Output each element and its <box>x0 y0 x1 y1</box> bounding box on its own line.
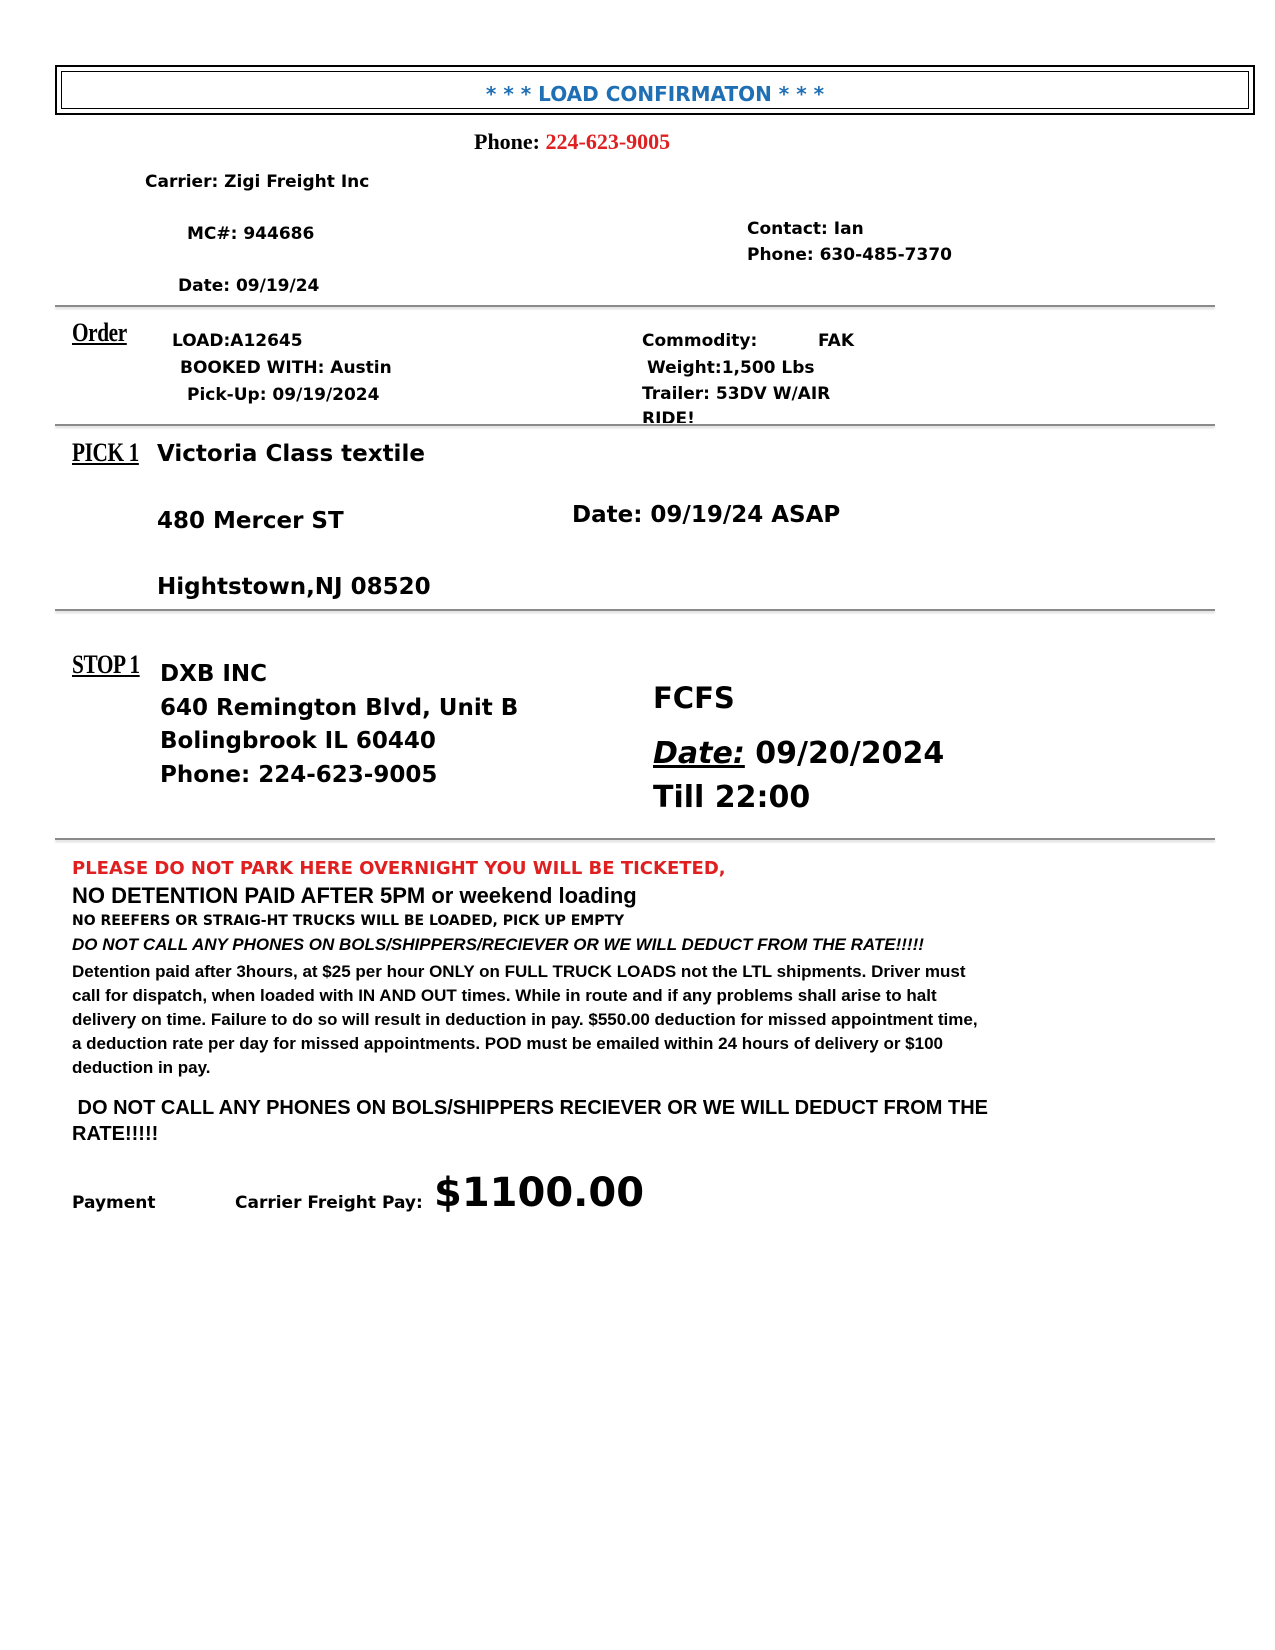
terms-line: Detention paid after 3hours, at $25 per hour ONLY on FULL TRUCK LOADS not the LTL shipments. Driver must <box>72 962 966 981</box>
pick1-address: 480 Mercer ST <box>157 508 344 534</box>
stop1-name: DXB INC <box>160 661 268 687</box>
stop1-label: STOP 1 <box>72 650 140 679</box>
stop1-fcfs: FCFS <box>653 681 735 715</box>
trailer-continued: RIDE! <box>642 409 695 423</box>
divider <box>55 424 1215 426</box>
stop1-date-value: 09/20/2024 <box>755 736 945 771</box>
header-phone-label: Phone: <box>474 129 540 154</box>
terms-line: delivery on time. Failure to do so will result in deduction in pay. $550.00 deduction for missed appointment time, <box>72 1010 978 1029</box>
contact-phone: Phone: 630-485-7370 <box>747 245 952 265</box>
stop1-date <box>653 736 944 771</box>
weight: Weight:1,500 Lbs <box>647 358 815 378</box>
load-number: LOAD:A12645 <box>172 331 303 351</box>
carrier-name: Carrier: Zigi Freight Inc <box>145 172 370 192</box>
terms-line: call for dispatch, when loaded with IN AND OUT times. While in route and if any problems shall arise to halt <box>72 986 937 1005</box>
mc-number: MC#: 944686 <box>187 224 315 244</box>
stop1-city: Bolingbrook IL 60440 <box>160 728 436 754</box>
trailer: Trailer: 53DV W/AIR <box>642 384 831 404</box>
no-call-note-2a: DO NOT CALL ANY PHONES ON BOLS/SHIPPERS RECIEVER OR WE WILL DEDUCT FROM THE <box>72 1097 988 1119</box>
divider <box>55 609 1215 611</box>
stop1-date-label: Date: <box>653 736 745 771</box>
document-title: * * * LOAD CONFIRMATON * * * <box>485 82 825 106</box>
pickup-date: Pick-Up: 09/19/2024 <box>187 385 380 405</box>
no-call-note-2b: RATE!!!!! <box>72 1123 159 1145</box>
freight-pay-amount: $1100.00 <box>434 1170 645 1216</box>
stop1-phone: Phone: 224-623-9005 <box>160 762 438 788</box>
title-box <box>55 65 1255 115</box>
booked-with: BOOKED WITH: Austin <box>180 358 392 378</box>
carrier-date: Date: 09/19/24 <box>178 276 320 296</box>
divider <box>55 838 1215 840</box>
detention-note: NO DETENTION PAID AFTER 5PM or weekend loading <box>72 883 637 908</box>
title-box-inner <box>61 71 1249 109</box>
pick1-name: Victoria Class textile <box>157 441 425 467</box>
commodity-label: Commodity: <box>642 331 758 351</box>
terms-paragraph <box>72 960 978 1080</box>
pick1-date: Date: 09/19/24 ASAP <box>572 502 841 528</box>
order-label: Order <box>72 318 127 347</box>
divider <box>55 305 1215 307</box>
header-phone-value: 224-623-9005 <box>545 129 671 154</box>
contact-name: Contact: Ian <box>747 219 864 239</box>
reefers-note: NO REEFERS OR STRAIG-HT TRUCKS WILL BE LOADED, PICK UP EMPTY <box>72 913 625 929</box>
freight-pay-label: Carrier Freight Pay: <box>235 1193 423 1213</box>
header-phone <box>474 129 670 155</box>
terms-line: deduction in pay. <box>72 1058 211 1077</box>
terms-line: a deduction rate per day for missed appointments. POD must be emailed within 24 hours of delivery or $100 <box>72 1034 944 1053</box>
pick1-label: PICK 1 <box>72 438 139 467</box>
trailer-continued-clip <box>642 409 842 423</box>
stop1-address: 640 Remington Blvd, Unit B <box>160 695 519 721</box>
pick1-city: Hightstown,NJ 08520 <box>157 574 431 600</box>
payment-label: Payment <box>72 1193 156 1213</box>
no-call-note: DO NOT CALL ANY PHONES ON BOLS/SHIPPERS/RECIEVER OR WE WILL DEDUCT FROM THE RATE!!!!! <box>72 935 924 954</box>
commodity-value: FAK <box>818 331 854 351</box>
stop1-till: Till 22:00 <box>653 780 811 815</box>
no-park-warning: PLEASE DO NOT PARK HERE OVERNIGHT YOU WILL BE TICKETED, <box>72 858 726 879</box>
